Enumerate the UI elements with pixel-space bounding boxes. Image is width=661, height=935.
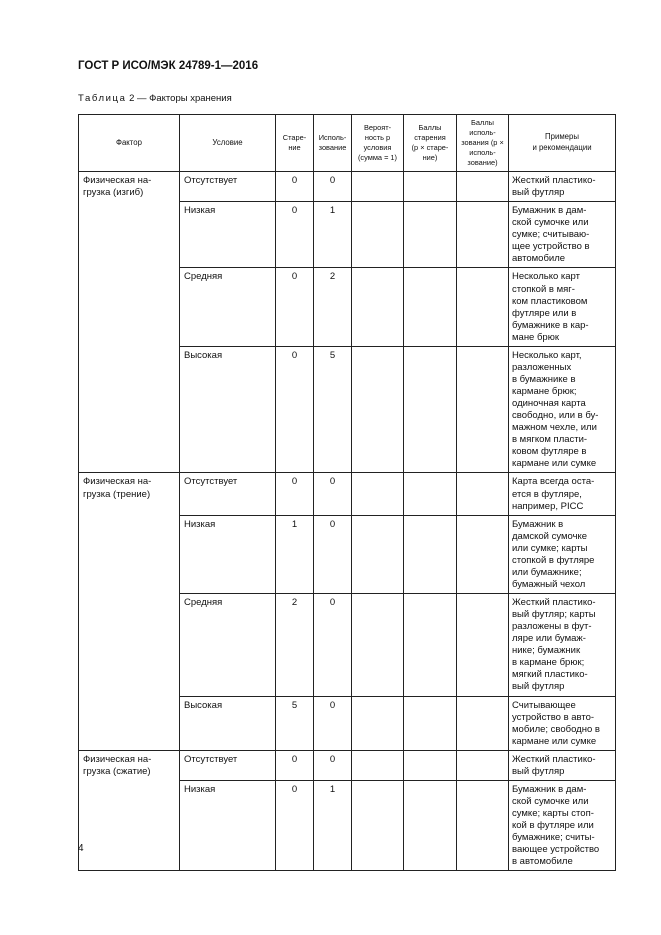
usage-points-cell: [457, 473, 509, 515]
example-cell: Несколько карт, разложенных в бумажнике в кармане брюк; одиночная карта свободно, или в бу- мажном чехле, или в мягком пласти- ковом футляре в кармане или сумке: [509, 346, 616, 473]
condition-cell: Отсутствует: [180, 172, 276, 202]
probability-cell: [352, 346, 404, 473]
example-cell: Бумажник в дамской сумочке или сумке; карты стопкой в футляре или бумажнике; бумажный чехол: [509, 515, 616, 593]
usage-points-cell: [457, 750, 509, 780]
header-aging: Старе- ние: [276, 115, 314, 172]
table-caption-text: 2 — Факторы хранения: [129, 93, 232, 104]
table-row: [79, 473, 616, 515]
probability-cell: [352, 268, 404, 346]
aging-cell: 0: [276, 750, 314, 780]
aging-cell: 2: [276, 594, 314, 697]
usage-points-cell: [457, 696, 509, 750]
aging-cell: 1: [276, 515, 314, 593]
header-usage-points: Баллы исполь- зования (p × исполь- зование): [457, 115, 509, 172]
table-row: [79, 750, 616, 780]
aging-cell: 0: [276, 202, 314, 268]
probability-cell: [352, 594, 404, 697]
aging-points-cell: [404, 202, 457, 268]
table-row: [79, 172, 616, 202]
storage-factors-table: [78, 114, 616, 871]
probability-cell: [352, 780, 404, 870]
usage-cell: 0: [314, 515, 352, 593]
usage-cell: 0: [314, 172, 352, 202]
condition-cell: Высокая: [180, 346, 276, 473]
aging-points-cell: [404, 594, 457, 697]
header-factor: Фактор: [79, 115, 180, 172]
aging-points-cell: [404, 515, 457, 593]
table-header-row: [79, 115, 616, 172]
condition-cell: Низкая: [180, 515, 276, 593]
usage-points-cell: [457, 202, 509, 268]
probability-cell: [352, 202, 404, 268]
probability-cell: [352, 515, 404, 593]
condition-cell: Средняя: [180, 268, 276, 346]
factor-cell: Физическая на- грузка (изгиб): [79, 172, 180, 473]
usage-cell: 0: [314, 696, 352, 750]
aging-cell: 0: [276, 346, 314, 473]
header-aging-points: Баллы старения (p × старе- ние): [404, 115, 457, 172]
example-cell: Бумажник в дам- ской сумочке или сумке; карты стоп- кой в футляре или бумажнике; считы- вающее устройство в автомобиле: [509, 780, 616, 870]
factor-cell: Физическая на- грузка (сжатие): [79, 750, 180, 871]
factor-cell: Физическая на- грузка (трение): [79, 473, 180, 750]
example-cell: Жесткий пластико- вый футляр: [509, 172, 616, 202]
usage-points-cell: [457, 515, 509, 593]
header-condition: Условие: [180, 115, 276, 172]
condition-cell: Отсутствует: [180, 750, 276, 780]
aging-points-cell: [404, 268, 457, 346]
usage-cell: 2: [314, 268, 352, 346]
usage-cell: 0: [314, 473, 352, 515]
example-cell: Несколько карт стопкой в мяг- ком пластиковом футляре или в бумажнике в кар- мане брюк: [509, 268, 616, 346]
usage-cell: 0: [314, 750, 352, 780]
usage-points-cell: [457, 268, 509, 346]
example-cell: Жесткий пластико- вый футляр; карты разложены в фут- ляре или бумаж- нике; бумажник в кармане брюк; мягкий пластико- вый футляр: [509, 594, 616, 697]
aging-cell: 0: [276, 780, 314, 870]
usage-cell: 5: [314, 346, 352, 473]
header-examples: Примеры и рекомендации: [509, 115, 616, 172]
usage-points-cell: [457, 172, 509, 202]
probability-cell: [352, 750, 404, 780]
example-cell: Бумажник в дам- ской сумочке или сумке; считываю- щее устройство в автомобиле: [509, 202, 616, 268]
document-title: ГОСТ Р ИСО/МЭК 24789-1—2016: [78, 60, 259, 72]
aging-points-cell: [404, 346, 457, 473]
page-number: 4: [78, 843, 84, 854]
aging-points-cell: [404, 172, 457, 202]
table-body: [79, 172, 616, 871]
probability-cell: [352, 473, 404, 515]
header-probability: Вероят- ность p условия (сумма = 1): [352, 115, 404, 172]
usage-points-cell: [457, 346, 509, 473]
condition-cell: Низкая: [180, 202, 276, 268]
aging-points-cell: [404, 473, 457, 515]
probability-cell: [352, 696, 404, 750]
usage-points-cell: [457, 780, 509, 870]
condition-cell: Низкая: [180, 780, 276, 870]
aging-points-cell: [404, 750, 457, 780]
table-caption-word: Таблица: [78, 93, 127, 104]
condition-cell: Отсутствует: [180, 473, 276, 515]
usage-cell: 0: [314, 594, 352, 697]
example-cell: Жесткий пластико- вый футляр: [509, 750, 616, 780]
aging-cell: 0: [276, 172, 314, 202]
usage-cell: 1: [314, 780, 352, 870]
aging-points-cell: [404, 780, 457, 870]
example-cell: Считывающее устройство в авто- мобиле; свободно в кармане или сумке: [509, 696, 616, 750]
probability-cell: [352, 172, 404, 202]
usage-points-cell: [457, 594, 509, 697]
aging-cell: 0: [276, 473, 314, 515]
condition-cell: Высокая: [180, 696, 276, 750]
example-cell: Карта всегда оста- ется в футляре, например, PICC: [509, 473, 616, 515]
aging-points-cell: [404, 696, 457, 750]
table-caption: [78, 93, 232, 104]
aging-cell: 0: [276, 268, 314, 346]
header-usage: Исполь- зование: [314, 115, 352, 172]
condition-cell: Средняя: [180, 594, 276, 697]
aging-cell: 5: [276, 696, 314, 750]
usage-cell: 1: [314, 202, 352, 268]
